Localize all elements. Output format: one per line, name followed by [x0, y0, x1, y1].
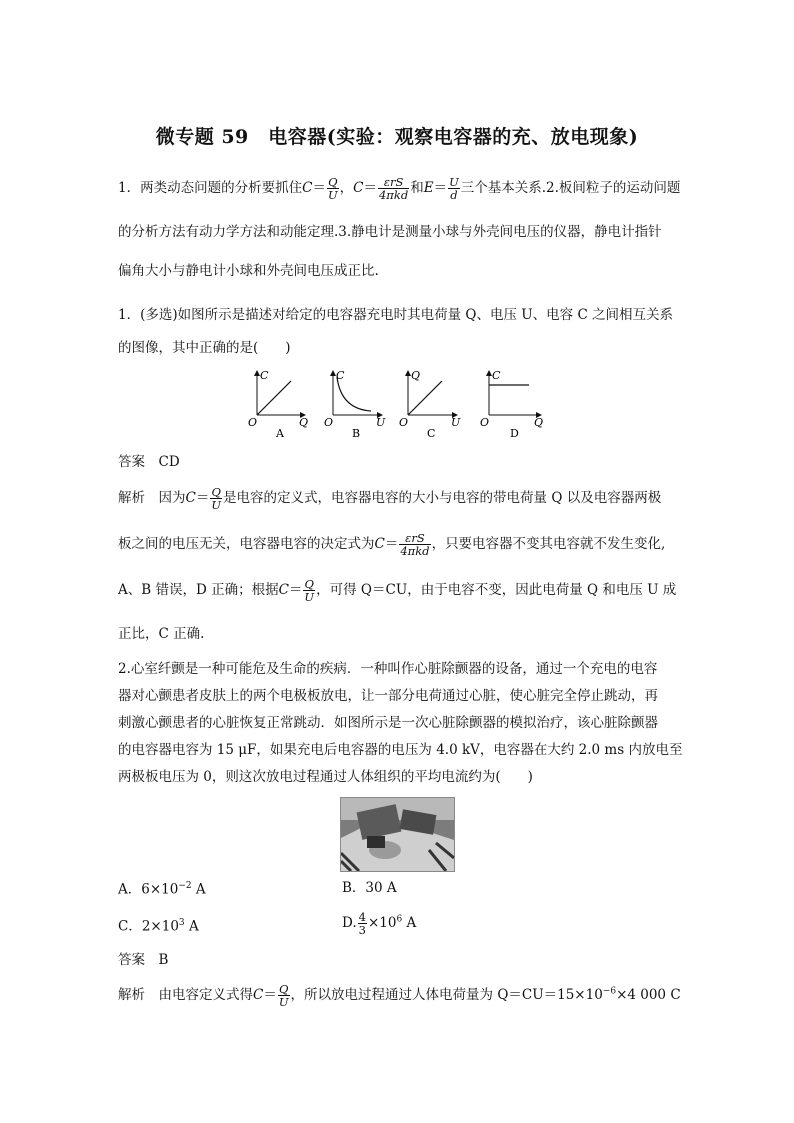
- intro-text: 1．两类动态问题的分析要抓住: [118, 180, 303, 197]
- explanation-text: 是电容的定义式，电容器电容的大小与电容的带电荷量 Q 以及电容器两极: [223, 490, 662, 507]
- var-c: C: [353, 180, 364, 197]
- explanation-text: 因为: [158, 490, 186, 507]
- equals: ＝: [195, 490, 210, 507]
- graph-d-xlabel: Q: [534, 416, 544, 429]
- intro-line-1: [118, 176, 680, 201]
- fraction-capacitance: [399, 532, 430, 557]
- explanation-label: 解析: [118, 490, 145, 507]
- fraction-q-u: [278, 983, 290, 1008]
- denominator: 4πkd: [400, 544, 430, 559]
- graph-b-origin: O: [324, 416, 334, 429]
- numerator: U: [449, 175, 459, 189]
- graph-b: [324, 369, 386, 440]
- q1-answer: 答案 CD: [118, 454, 180, 470]
- q1-stem-line-2: 的图像，其中正确的是( ): [118, 340, 291, 356]
- graph-a-curve: [257, 381, 291, 415]
- comma: ，: [431, 536, 446, 553]
- denominator: 3: [358, 923, 366, 938]
- graph-c-curve: [408, 381, 442, 415]
- equals: ＝: [263, 987, 277, 1004]
- page-title: 微专题 59 电容器(实验：观察电容器的充、放电现象): [155, 126, 639, 148]
- option-text: C．2×10: [118, 918, 179, 935]
- graph-b-curve: [337, 377, 371, 411]
- graph-b-xlabel: U: [376, 416, 386, 429]
- q1-explanation-line-1: [118, 486, 661, 511]
- q2-stem-line-4: 的电容器电容为 15 μF，如果充电后电容器的电压为 4.0 kV，电容器在大约 2.0 ms 内放电至: [118, 742, 683, 758]
- exponent: 3: [178, 918, 185, 928]
- graph-a: [248, 369, 308, 440]
- explanation-text: 所以放电过程通过人体电荷量为 Q＝CU＝15×10: [304, 987, 603, 1004]
- fraction-4-3: [358, 911, 367, 936]
- graph-a-label: A: [276, 427, 284, 440]
- q1-explanation-line-2: [118, 532, 665, 557]
- exponent: 6: [396, 914, 403, 925]
- fraction-capacitance: [378, 176, 409, 201]
- q1-stem-line-1: 1．(多选)如图所示是描述对给定的电容器充电时其电荷量 Q、电压 U、电容 C 之间相互关系: [118, 307, 674, 323]
- intro-line-2: 的分析方法有动力学方法和动能定理.3.静电计是测量小球与外壳间电压的仪器，静电计指针: [118, 224, 662, 240]
- denominator: U: [327, 188, 338, 203]
- q2-option-d: [342, 911, 416, 936]
- q2-stem-line-5: 两极板电压为 0，则这次放电过程通过人体组织的平均电流约为( ): [118, 769, 533, 785]
- fraction-q-u: [303, 578, 315, 603]
- option-unit: A: [184, 918, 199, 935]
- denominator: U: [278, 995, 289, 1010]
- var-c: C: [278, 582, 289, 599]
- fraction-q-u: [210, 486, 222, 511]
- graph-c-origin: O: [399, 416, 409, 429]
- defibrillator-photo-drawing: [341, 798, 454, 871]
- q2-stem-line-2: 器对心颤患者皮肤上的两个电极板放电，让一部分电荷通过心脏，使心脏完全停止跳动，再: [118, 688, 658, 704]
- q2-explanation-line-1: [118, 983, 681, 1008]
- graph-d-ylabel: C: [492, 369, 501, 382]
- denominator: d: [450, 188, 458, 203]
- graph-c-xlabel: U: [451, 416, 461, 429]
- explanation-label: 解析: [118, 987, 145, 1004]
- numerator: εrS: [399, 532, 430, 545]
- option-text: ×10: [367, 915, 397, 932]
- graph-b-label: B: [352, 427, 361, 440]
- q2-option-c: [118, 919, 199, 934]
- denominator: U: [304, 590, 315, 605]
- explanation-text: 只要电容器不变其电容就不发生变化,: [445, 536, 666, 553]
- q1-explanation-line-3: [118, 578, 676, 603]
- graph-c-ylabel: Q: [411, 369, 421, 382]
- explanation-text: 板之间的电压无关，电容器电容的决定式为: [118, 536, 375, 553]
- graph-d-origin: O: [480, 416, 490, 429]
- var-c: C: [374, 536, 385, 553]
- q1-explanation-line-4: 正比，C 正确.: [118, 626, 205, 642]
- equals: ＝: [288, 582, 303, 599]
- graph-a-xlabel: Q: [299, 416, 309, 429]
- numerator: Q: [278, 982, 289, 996]
- fraction-u-d: [448, 176, 460, 201]
- q1-graphs: [245, 365, 555, 443]
- q2-answer: 答案 B: [118, 952, 169, 968]
- fraction-q-u: [327, 176, 339, 201]
- q2-option-a: [118, 882, 206, 897]
- graph-c: [399, 369, 461, 440]
- equals: ＝: [312, 180, 326, 197]
- var-e: E: [423, 180, 434, 197]
- option-unit: A: [191, 881, 206, 898]
- comma: ，: [339, 180, 354, 197]
- numerator: Q: [328, 175, 338, 189]
- graph-a-ylabel: C: [260, 369, 269, 382]
- var-c: C: [185, 490, 196, 507]
- numerator: 4: [358, 910, 366, 924]
- q2-stem-line-3: 刺激心颤患者的心脏恢复正常跳动．如图所示是一次心脏除颤器的模拟治疗，该心脏除颤器: [118, 715, 658, 731]
- q2-stem-line-1: 2.心室纤颤是一种可能危及生命的疾病．一种叫作心脏除颤器的设备，通过一个充电的电容: [118, 661, 658, 677]
- intro-line-3: 偏角大小与静电计小球和外壳间电压成正比.: [118, 263, 379, 279]
- numerator: Q: [304, 577, 314, 591]
- exponent: −2: [178, 881, 192, 891]
- comma: ，: [290, 987, 305, 1004]
- graph-c-label: C: [427, 427, 436, 440]
- explanation-text: A、B 错误，D 正确；根据: [118, 582, 279, 599]
- denominator: U: [211, 498, 222, 513]
- explanation-text: 由电容定义式得: [158, 987, 253, 1004]
- option-unit: A: [402, 915, 417, 932]
- q2-option-b: B．30 A: [342, 880, 397, 896]
- var-c: C: [302, 180, 313, 197]
- comma: ，: [316, 582, 330, 599]
- graph-d: [480, 369, 543, 440]
- numerator: εrS: [378, 176, 409, 189]
- option-text: A．6×10: [118, 881, 179, 898]
- defibrillator-photo: [340, 797, 455, 872]
- var-c: C: [253, 987, 264, 1004]
- exponent: −6: [602, 986, 617, 997]
- denominator: 4πkd: [378, 188, 409, 203]
- intro-text: 三个基本关系.2.板间粒子的运动问题: [460, 180, 681, 197]
- equals: ＝: [384, 536, 399, 553]
- equals: ＝: [433, 180, 448, 197]
- option-text: D.: [342, 915, 357, 932]
- graph-b-ylabel: C: [336, 369, 345, 382]
- numerator: Q: [211, 485, 221, 499]
- explanation-text: 可得 Q＝CU，由于电容不变，因此电荷量 Q 和电压 U 成: [329, 582, 677, 599]
- graph-a-origin: O: [248, 416, 258, 429]
- explanation-text: ×4 000 C: [616, 987, 681, 1004]
- and-text: 和: [410, 180, 424, 197]
- equals: ＝: [363, 180, 377, 197]
- graph-d-label: D: [510, 427, 519, 440]
